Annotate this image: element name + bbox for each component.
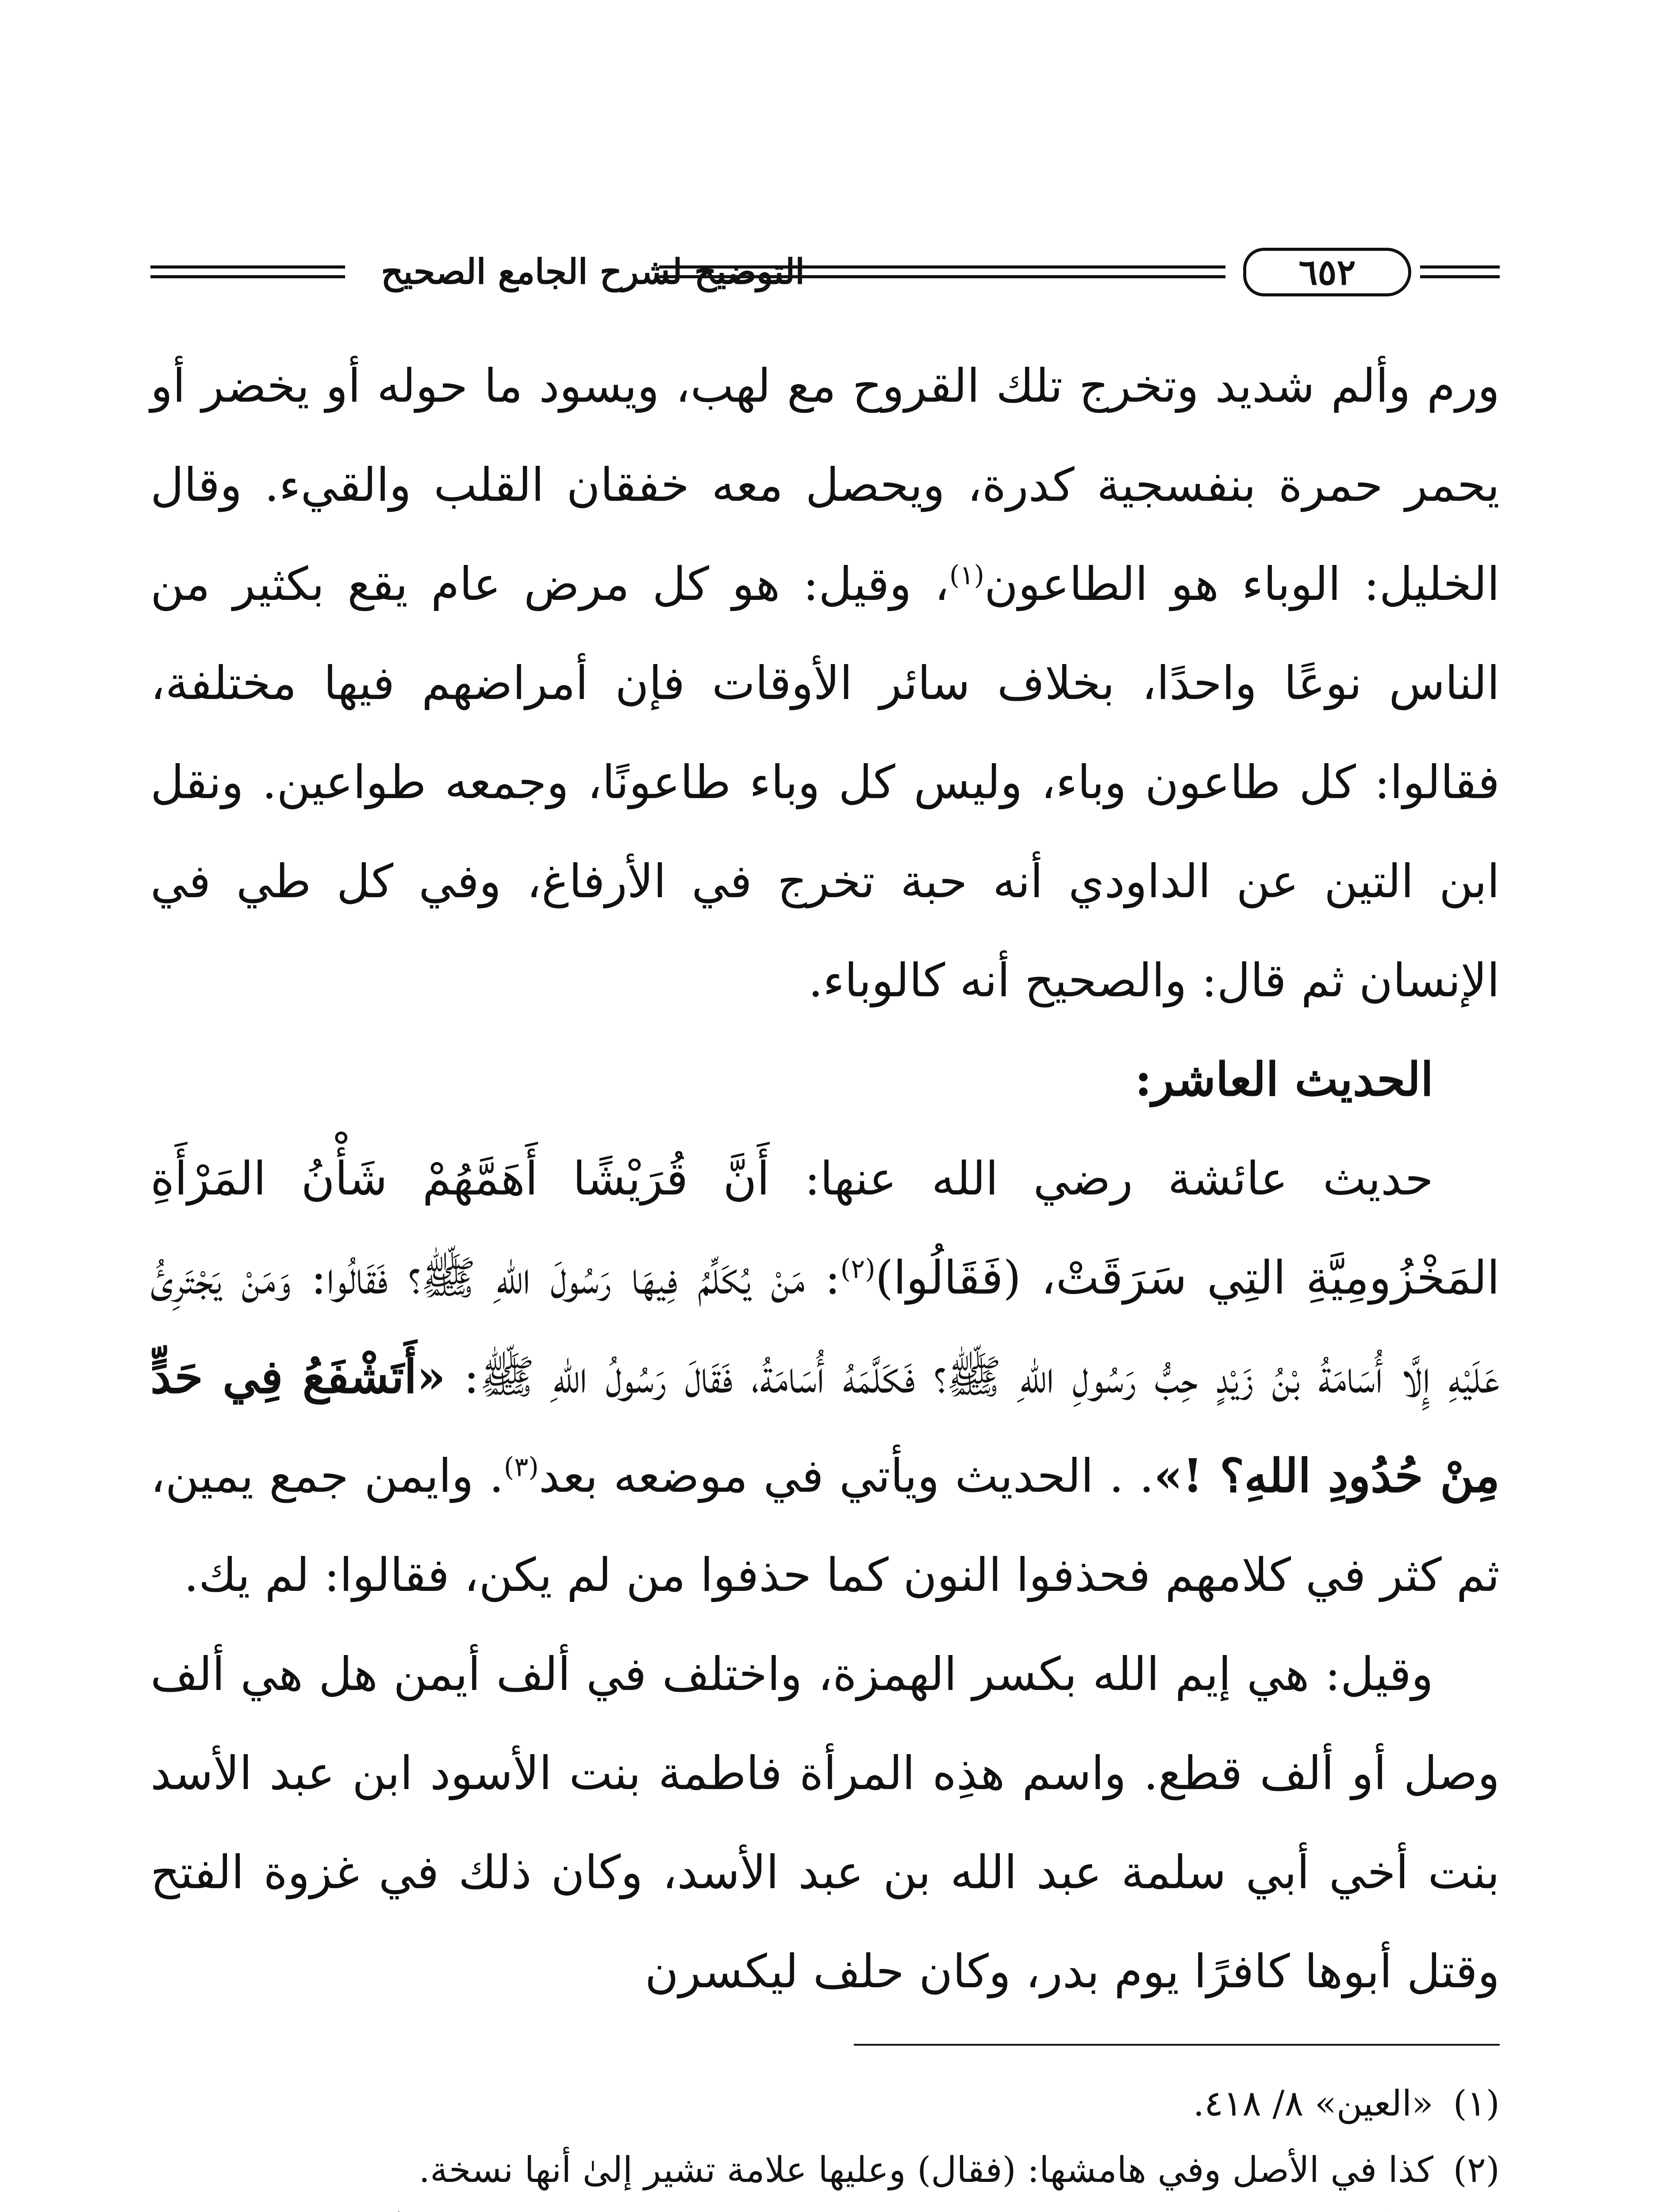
paragraph (150, 336, 1500, 1030)
footnote-ref: (٢) (840, 1253, 876, 1285)
footnote (150, 2203, 1500, 2212)
footnote-text: «العين» ٨/ ٤١٨. (1193, 2083, 1433, 2124)
page-number: ٦٥٢ (1243, 248, 1411, 296)
footnote (150, 2137, 1500, 2203)
paragraph (150, 1129, 1500, 1624)
header-rule (1420, 275, 1500, 278)
header-rule (150, 265, 345, 269)
hadith-text: : مَنْ يُكَلِّمُ فِيهَا رَسُولَ اللهِ ﷺ؟ فَقَالُوا: وَمَنْ يَجْتَرِئُ عَلَيْهِ إِلَّا أُسَامَةُ بْنُ زَيْدٍ حِبُّ رَسُولِ اللهِ ﷺ؟ فَكَلَّمَهُ أُسَامَةُ، فَقَالَ رَسُولُ اللهِ ﷺ: (150, 1251, 1500, 1404)
footnote-text (150, 2203, 1433, 2212)
header-rule (150, 275, 345, 278)
footnote-ref: (١) (949, 560, 984, 591)
paragraph: وقيل: هي إيم الله بكسر الهمزة، واختلف في ألف أيمن هل هي ألف وصل أو ألف قطع. واسم هذِه المرأة فاطمة بنت الأسود ابن عبد الأسد بنت أخي أبي سلمة عبد الله بن عبد الأسد، وكان ذلك في غزوة الفتح وقتل أبوها كافرًا يوم بدر، وكان حلف ليكسرن (150, 1647, 1500, 1998)
hadith-text: أَنَّ قُرَيْشًا أَهَمَّهُمْ شَأْنُ المَرْأَةِ المَخْزُومِيَّةِ التِي سَرَقَتْ، (فَقَالُوا) (150, 1152, 1500, 1305)
text-run: حديث عائشة رضي الله عنها: (769, 1152, 1434, 1206)
footnote-ref: (٣) (503, 1452, 539, 1483)
hadith-quote: «أَتَشْفَعُ فِي حَدٍّ مِنْ حُدُودِ اللهِ؟ !» (150, 1349, 1500, 1503)
text-run: ورم وألم شديد وتخرج تلك القروح مع لهب، ويسود ما حوله أو يخضر أو يحمر حمرة بنفسجية كدرة، ويحصل معه خفقان القلب والقيء. وقال الخليل: الوباء هو الطاعون (150, 359, 1500, 611)
footnotes (150, 2070, 1500, 2212)
main-text (150, 336, 1500, 2021)
footnote-text: كذا في الأصل وفي هامشها: (فقال) وعليها علامة تشير إلىٰ أنها نسخة. (419, 2149, 1433, 2190)
running-title: التوضيح لشرح الجامع الصحيح (381, 252, 805, 292)
footnote-separator (854, 2044, 1500, 2046)
footnote-number (1433, 2203, 1500, 2212)
text-run: . . الحديث ويأتي في موضعه بعد (538, 1449, 1154, 1503)
footnote (150, 2070, 1500, 2137)
text-run: ، وقيل: هو كل مرض عام يقع بكثير من الناس نوعًا واحدًا، بخلاف سائر الأوقات فإن أمراضهم فيها مختلفة، فقالوا: كل طاعون وباء، وليس كل وباء طاعونًا، وجمعه طواعين. ونقل ابن التين عن الداودي أنه حبة تخرج في الأرفاغ، وفي كل طي في الإنسان ثم قال: والصحيح أنه كالوباء. (150, 557, 1500, 1007)
footnote-number: (١) (1453, 2083, 1500, 2124)
section-heading: الحديث العاشر: (1135, 1052, 1433, 1106)
header-rule (1420, 265, 1500, 269)
text-run: . وايمن جمع يمين، ثم كثر في كلامهم فحذفوا النون كما حذفوا من لم يكن، فقالوا: لم يك. (150, 1449, 1500, 1602)
footnote-number: (٢) (1453, 2149, 1500, 2190)
running-header (150, 248, 1500, 305)
